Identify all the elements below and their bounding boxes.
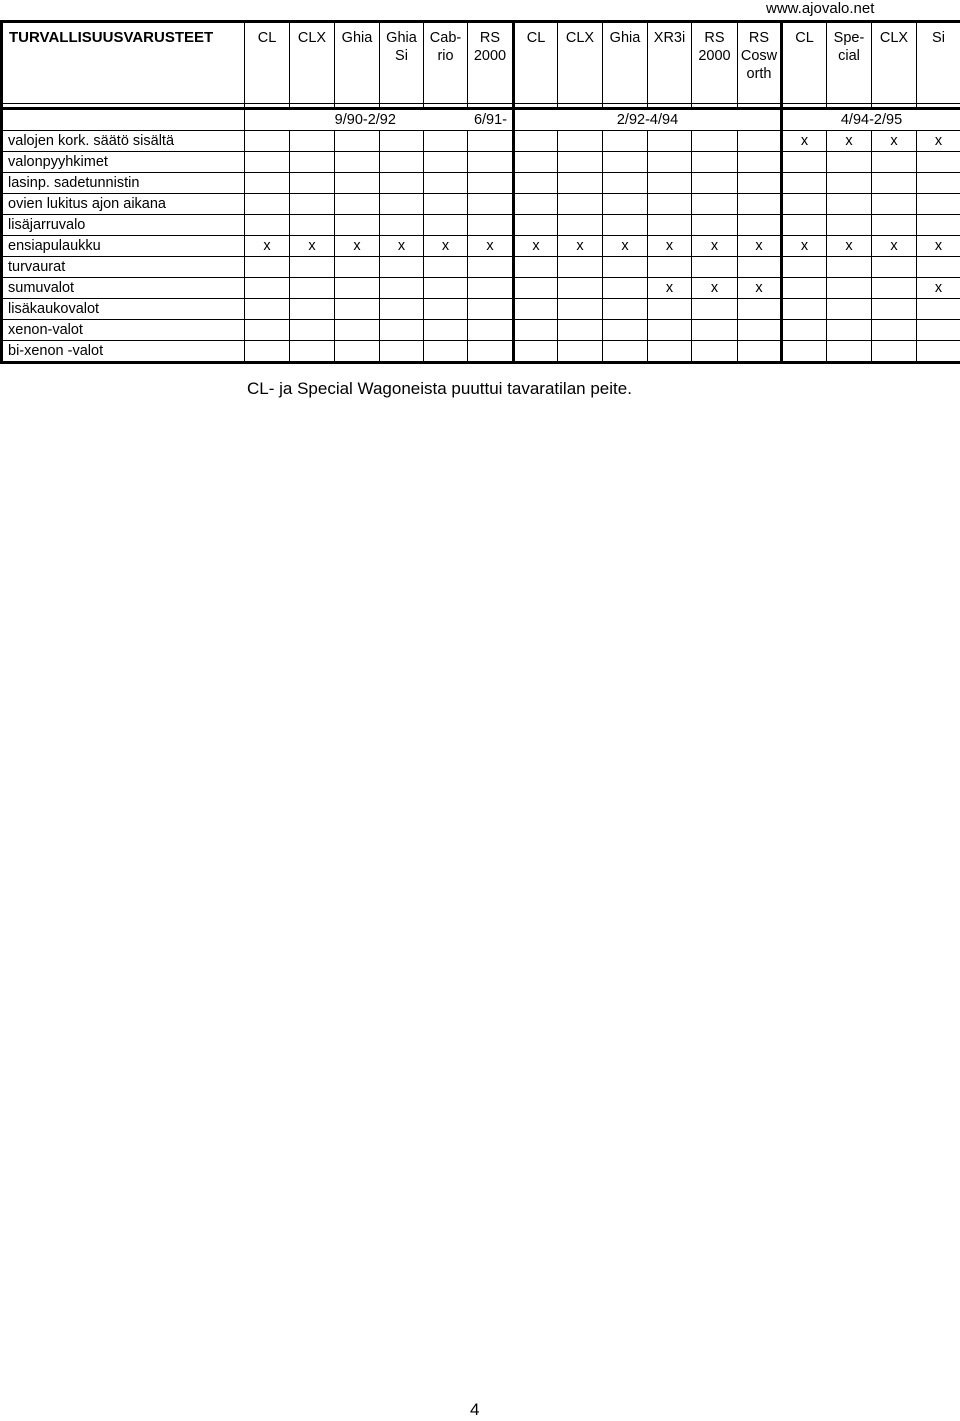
table-cell xyxy=(424,173,468,194)
table-row xyxy=(2,278,960,299)
table-cell xyxy=(827,173,872,194)
table-cell xyxy=(603,215,648,236)
table-cell xyxy=(335,278,380,299)
table-cell xyxy=(424,131,468,152)
table-cell xyxy=(380,278,424,299)
column-header: CL xyxy=(245,22,290,104)
table-cell xyxy=(917,341,960,363)
table-cell xyxy=(514,320,558,341)
table-cell xyxy=(738,320,782,341)
table-cell xyxy=(514,341,558,363)
table-cell xyxy=(648,173,692,194)
table-cell: x xyxy=(245,236,290,257)
table-cell xyxy=(335,131,380,152)
table-cell xyxy=(245,341,290,363)
table-cell xyxy=(514,257,558,278)
table-cell xyxy=(380,194,424,215)
row-label: lisäkaukovalot xyxy=(2,299,245,320)
table-cell: x xyxy=(514,236,558,257)
table-cell xyxy=(692,299,738,320)
table-cell xyxy=(335,194,380,215)
row-label: valonpyyhkimet xyxy=(2,152,245,173)
table-cell xyxy=(468,320,514,341)
column-header: CLX xyxy=(558,22,603,104)
table-cell xyxy=(424,257,468,278)
row-label: sumuvalot xyxy=(2,278,245,299)
safety-equipment-table xyxy=(0,20,960,364)
table-cell: x xyxy=(917,278,960,299)
period-label: 6/91- xyxy=(474,112,507,128)
table-row xyxy=(2,131,960,152)
table-cell xyxy=(290,215,335,236)
table-cell xyxy=(827,278,872,299)
table-cell xyxy=(603,257,648,278)
table-cell xyxy=(917,194,960,215)
table-cell xyxy=(335,320,380,341)
table-cell xyxy=(738,215,782,236)
table-row xyxy=(2,236,960,257)
table-cell xyxy=(692,131,738,152)
table-cell xyxy=(290,341,335,363)
table-cell xyxy=(558,194,603,215)
table-cell xyxy=(514,152,558,173)
table-cell xyxy=(245,215,290,236)
column-header: CLX xyxy=(872,22,917,104)
table-cell xyxy=(692,257,738,278)
table-cell xyxy=(872,257,917,278)
table-cell xyxy=(245,194,290,215)
table-cell xyxy=(424,278,468,299)
row-label: lasinp. sadetunnistin xyxy=(2,173,245,194)
table-cell xyxy=(245,173,290,194)
table-cell: x xyxy=(468,236,514,257)
table-cell: x xyxy=(648,278,692,299)
table-cell xyxy=(603,320,648,341)
table-cell: x xyxy=(335,236,380,257)
table-cell xyxy=(335,152,380,173)
table-cell xyxy=(603,131,648,152)
row-label: xenon-valot xyxy=(2,320,245,341)
table-cell xyxy=(290,173,335,194)
table-cell xyxy=(872,152,917,173)
table-cell: x xyxy=(917,131,960,152)
table-cell xyxy=(827,257,872,278)
table-cell xyxy=(738,131,782,152)
column-header: Ghia xyxy=(603,22,648,104)
table-cell xyxy=(468,152,514,173)
table-row xyxy=(2,215,960,236)
row-label: ovien lukitus ajon aikana xyxy=(2,194,245,215)
table-cell xyxy=(917,299,960,320)
table-cell xyxy=(738,299,782,320)
table-cell xyxy=(782,278,827,299)
table-cell: x xyxy=(290,236,335,257)
table-cell xyxy=(648,320,692,341)
table-cell xyxy=(558,257,603,278)
table-cell xyxy=(335,341,380,363)
period-group-3: 4/94-2/95 xyxy=(782,109,960,131)
table-cell xyxy=(692,152,738,173)
table-cell xyxy=(558,341,603,363)
table-cell xyxy=(514,194,558,215)
table-cell xyxy=(738,341,782,363)
table-row xyxy=(2,341,960,363)
table-cell xyxy=(692,194,738,215)
table-cell: x xyxy=(782,236,827,257)
table-cell xyxy=(738,173,782,194)
table-cell xyxy=(603,278,648,299)
footnote: CL- ja Special Wagoneista puuttui tavaratilan peite. xyxy=(247,378,632,400)
table-cell xyxy=(514,131,558,152)
row-label: ensiapulaukku xyxy=(2,236,245,257)
table-cell xyxy=(380,173,424,194)
period-row xyxy=(2,109,960,131)
table-cell xyxy=(917,173,960,194)
table-cell xyxy=(380,131,424,152)
table-cell xyxy=(917,152,960,173)
table-cell: x xyxy=(424,236,468,257)
table-cell xyxy=(558,173,603,194)
column-header: Spe-cial xyxy=(827,22,872,104)
table-cell xyxy=(514,215,558,236)
table-cell xyxy=(738,257,782,278)
table-cell xyxy=(558,299,603,320)
table-cell xyxy=(917,215,960,236)
table-cell xyxy=(827,152,872,173)
table-row xyxy=(2,257,960,278)
table-cell: x xyxy=(827,236,872,257)
table-cell xyxy=(468,215,514,236)
table-cell: x xyxy=(738,278,782,299)
table-cell: x xyxy=(603,236,648,257)
table-cell xyxy=(692,320,738,341)
table-cell xyxy=(424,341,468,363)
table-cell xyxy=(782,173,827,194)
table-cell xyxy=(603,152,648,173)
column-header: XR3i xyxy=(648,22,692,104)
column-header: CLX xyxy=(290,22,335,104)
table-cell xyxy=(827,320,872,341)
table-cell xyxy=(380,299,424,320)
table-cell xyxy=(782,152,827,173)
table-cell xyxy=(648,131,692,152)
table-cell xyxy=(827,299,872,320)
table-cell xyxy=(692,341,738,363)
table-cell xyxy=(424,152,468,173)
column-header: Si xyxy=(917,22,960,104)
table-cell xyxy=(603,299,648,320)
table-title: TURVALLISUUSVARUSTEET xyxy=(2,22,245,104)
table-cell xyxy=(872,278,917,299)
table-cell xyxy=(514,173,558,194)
table-cell xyxy=(335,299,380,320)
table-cell xyxy=(468,194,514,215)
period-label-cell xyxy=(2,109,245,131)
table-cell: x xyxy=(917,236,960,257)
table-cell xyxy=(872,194,917,215)
table-cell: x xyxy=(692,278,738,299)
table-cell xyxy=(648,215,692,236)
table-cell xyxy=(468,278,514,299)
table-cell xyxy=(424,215,468,236)
table-cell xyxy=(468,257,514,278)
period-label: 9/90-2/92 xyxy=(335,112,396,128)
table-cell xyxy=(424,320,468,341)
table-cell xyxy=(514,299,558,320)
table-cell xyxy=(468,173,514,194)
header-row xyxy=(2,22,960,104)
table-cell: x xyxy=(782,131,827,152)
table-cell xyxy=(558,131,603,152)
table-cell xyxy=(648,299,692,320)
table-cell xyxy=(648,152,692,173)
table-cell xyxy=(245,257,290,278)
table-cell: x xyxy=(738,236,782,257)
table-cell xyxy=(468,131,514,152)
column-header: CL xyxy=(514,22,558,104)
table-cell xyxy=(872,341,917,363)
table-cell xyxy=(290,152,335,173)
table-row xyxy=(2,152,960,173)
table-cell xyxy=(603,341,648,363)
table-cell: x xyxy=(648,236,692,257)
table-cell xyxy=(558,320,603,341)
table-cell xyxy=(245,278,290,299)
table-cell xyxy=(335,215,380,236)
table-cell xyxy=(290,278,335,299)
table-cell xyxy=(245,131,290,152)
table-cell xyxy=(872,299,917,320)
table-row xyxy=(2,173,960,194)
table-cell xyxy=(917,320,960,341)
table-cell xyxy=(380,320,424,341)
table-cell xyxy=(558,215,603,236)
table-cell xyxy=(782,299,827,320)
table-cell xyxy=(245,299,290,320)
table-cell: x xyxy=(692,236,738,257)
table-cell xyxy=(514,278,558,299)
table-cell xyxy=(380,341,424,363)
table-cell xyxy=(648,341,692,363)
table-cell xyxy=(424,194,468,215)
table-cell xyxy=(558,152,603,173)
table-cell xyxy=(335,257,380,278)
table-cell xyxy=(290,299,335,320)
table-cell xyxy=(648,194,692,215)
table-cell xyxy=(827,194,872,215)
table-cell xyxy=(782,320,827,341)
table-cell xyxy=(692,215,738,236)
column-header: Ghia xyxy=(335,22,380,104)
table-row xyxy=(2,194,960,215)
period-group-2: 2/92-4/94 xyxy=(514,109,782,131)
page-number: 4 xyxy=(470,1399,479,1421)
table-cell xyxy=(782,341,827,363)
table-cell xyxy=(290,320,335,341)
table-cell xyxy=(782,194,827,215)
table-cell xyxy=(468,341,514,363)
table-cell xyxy=(290,194,335,215)
table-cell xyxy=(648,257,692,278)
column-header: RS Cosw orth xyxy=(738,22,782,104)
column-header: CL xyxy=(782,22,827,104)
table-cell xyxy=(827,215,872,236)
table-cell xyxy=(335,173,380,194)
table-cell xyxy=(468,299,514,320)
table-row xyxy=(2,320,960,341)
row-label: lisäjarruvalo xyxy=(2,215,245,236)
table-cell xyxy=(603,194,648,215)
column-header: RS 2000 xyxy=(692,22,738,104)
table-cell xyxy=(290,257,335,278)
table-cell: x xyxy=(827,131,872,152)
row-label: turvaurat xyxy=(2,257,245,278)
table-cell xyxy=(738,194,782,215)
table-cell xyxy=(424,299,468,320)
table-cell: x xyxy=(872,236,917,257)
table-row xyxy=(2,299,960,320)
table-cell xyxy=(245,152,290,173)
table-cell xyxy=(558,278,603,299)
table-cell xyxy=(603,173,648,194)
table-cell: x xyxy=(558,236,603,257)
table-cell xyxy=(245,320,290,341)
table-cell xyxy=(290,131,335,152)
table-cell xyxy=(782,215,827,236)
table-cell: x xyxy=(380,236,424,257)
table-cell xyxy=(782,257,827,278)
table-cell xyxy=(380,152,424,173)
column-header: Ghia Si xyxy=(380,22,424,104)
table-cell xyxy=(380,215,424,236)
table-cell xyxy=(872,215,917,236)
table-cell: x xyxy=(872,131,917,152)
table-cell xyxy=(380,257,424,278)
row-label: bi-xenon -valot xyxy=(2,341,245,363)
table-cell xyxy=(827,341,872,363)
period-group-1 xyxy=(245,109,514,131)
column-header: RS 2000 xyxy=(468,22,514,104)
row-label: valojen kork. säätö sisältä xyxy=(2,131,245,152)
table-cell xyxy=(692,173,738,194)
column-header: Cab-rio xyxy=(424,22,468,104)
table-cell xyxy=(872,173,917,194)
table-cell xyxy=(917,257,960,278)
table-cell xyxy=(872,320,917,341)
table-cell xyxy=(738,152,782,173)
site-url: www.ajovalo.net xyxy=(766,0,911,18)
